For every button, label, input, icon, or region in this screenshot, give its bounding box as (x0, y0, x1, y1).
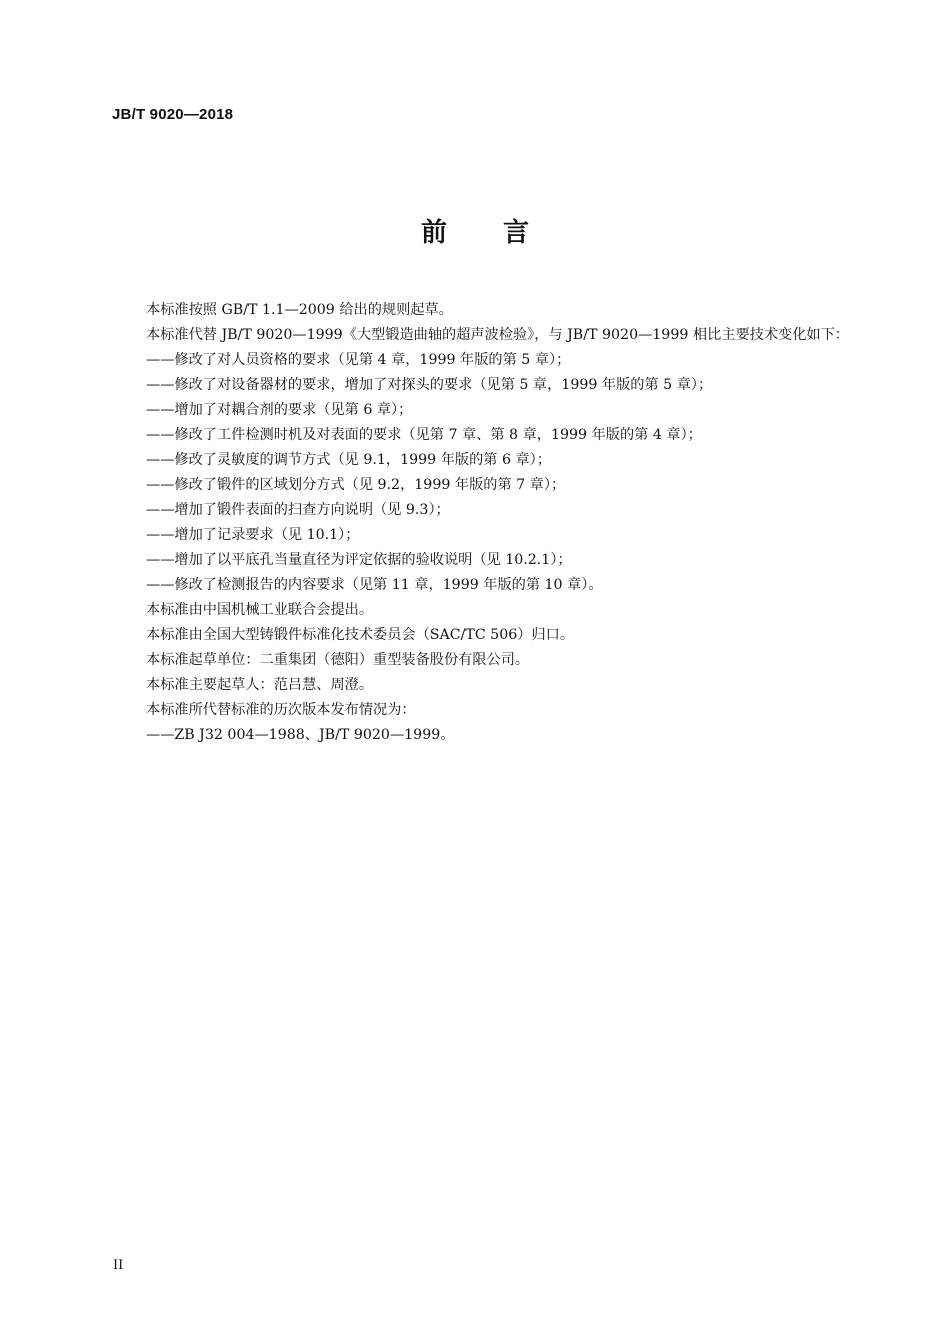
list-item: ——增加了记录要求（见 10.1）； (146, 527, 360, 543)
intro-paragraph: 本标准按照 GB/T 1.1—2009 给出的规则起草。 (146, 302, 453, 318)
list-item: ——修改了检测报告的内容要求（见第 11 章，1999 年版的第 10 章）。 (146, 577, 603, 593)
standard-code: JB/T 9020—2018 (112, 106, 234, 123)
list-item: ——修改了灵敏度的调节方式（见 9.1，1999 年版的第 6 章）； (146, 452, 551, 468)
list-item: ——修改了对设备器材的要求，增加了对探头的要求（见第 5 章，1999 年版的第 5 章）； (146, 377, 713, 393)
list-item: ——增加了以平底孔当量直径为评定依据的验收说明（见 10.2.1）； (146, 552, 572, 568)
list-item: ——修改了锻件的区域划分方式（见 9.2，1999 年版的第 7 章）； (146, 477, 566, 493)
page-title: 前言 (420, 218, 585, 248)
list-item: ——增加了锻件表面的扫查方向说明（见 9.3）； (146, 502, 450, 518)
list-item: ——修改了工件检测时机及对表面的要求（见第 7 章、第 8 章，1999 年版的第 4 章）； (146, 427, 702, 443)
proposed-by-paragraph: 本标准由中国机械工业联合会提出。 (146, 602, 374, 618)
page-number: II (113, 1258, 124, 1273)
history-list (113, 723, 863, 748)
list-item: ——增加了对耦合剂的要求（见第 6 章）； (146, 402, 413, 418)
foreword-body (113, 298, 863, 748)
history-intro-paragraph: 本标准所代替标准的历次版本发布情况为： (146, 702, 416, 718)
list-item: ——ZB J32 004—1988、JB/T 9020—1999。 (146, 727, 455, 743)
changes-list (113, 348, 863, 598)
list-item: ——修改了对人员资格的要求（见第 4 章，1999 年版的第 5 章）； (146, 352, 571, 368)
drafting-unit-paragraph: 本标准起草单位：二重集团（德阳）重型装备股份有限公司。 (146, 652, 530, 668)
replacement-paragraph: 本标准代替 JB/T 9020—1999《大型锻造曲轴的超声波检验》，与 JB/T 9020—1999 相比主要技术变化如下： (146, 327, 849, 343)
drafters-paragraph: 本标准主要起草人：范吕慧、周澄。 (146, 677, 374, 693)
managed-by-paragraph: 本标准由全国大型铸锻件标准化技术委员会（SAC/TC 506）归口。 (146, 627, 575, 643)
